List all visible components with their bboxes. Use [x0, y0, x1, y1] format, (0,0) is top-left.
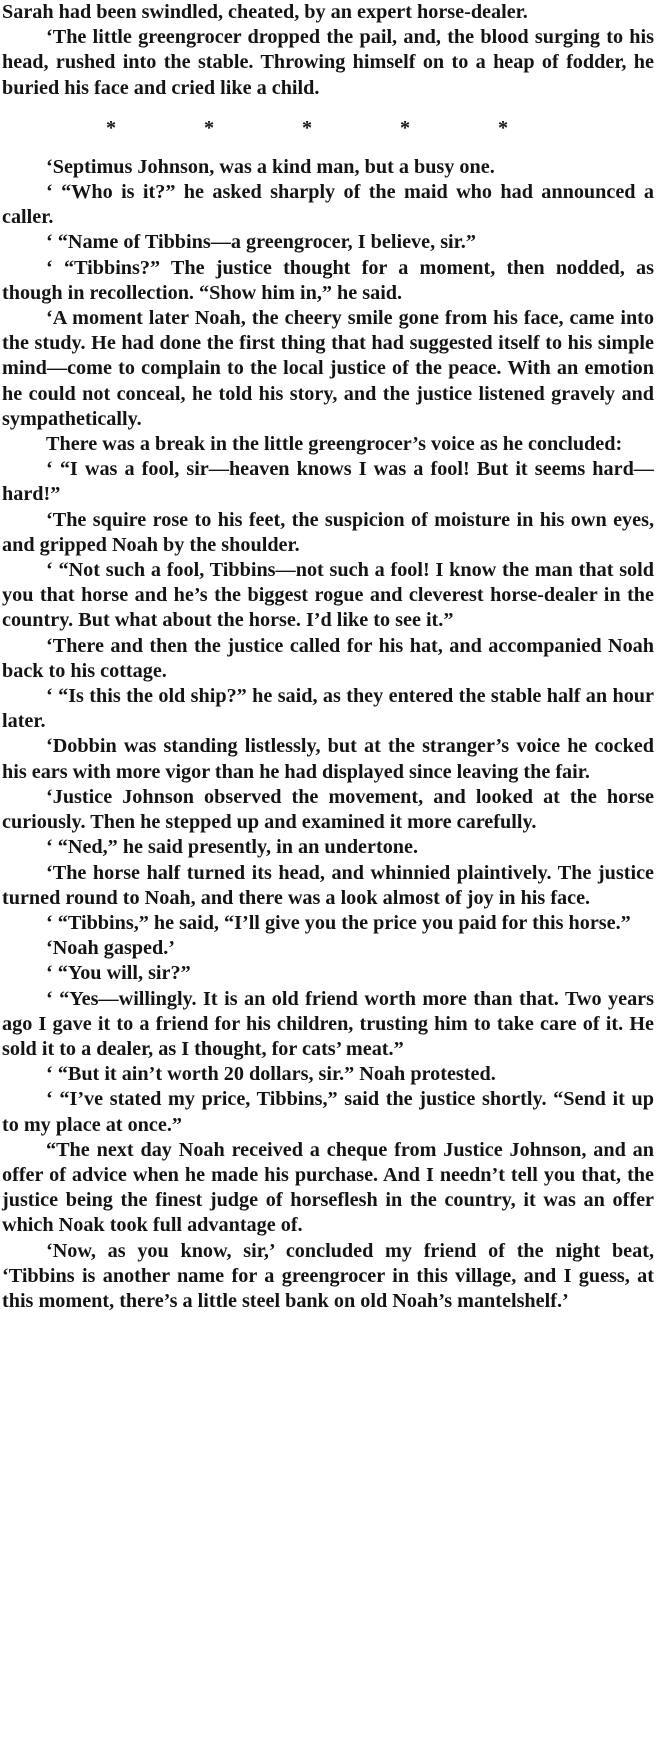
paragraph: ‘The little greengrocer dropped the pail, and, the blood surging to his head, rushed into the stable. Throwing himself on to a heap of fodder, he buried his face and cried like a child.	[2, 26, 654, 99]
paragraph: ‘ “Is this the old ship?” he said, as they entered the stable half an hour later.	[2, 685, 654, 733]
paragraph: ‘Noah gasped.’	[46, 937, 175, 960]
separator-asterisk: *	[302, 116, 313, 139]
paragraph: ‘ “But it ain’t worth 20 dollars, sir.” Noah protested.	[46, 1063, 496, 1086]
paragraph: ‘Septimus Johnson, was a kind man, but a busy one.	[46, 155, 495, 178]
paragraph: “The next day Noah received a cheque from Justice Johnson, and an offer of advice when he made his purchase. And I needn’t tell you that, the justice being the finest judge of horseflesh in the country, it was an offer which Noak took full advantage of.	[2, 1138, 654, 1237]
paragraph: ‘The squire rose to his feet, the suspicion of moisture in his own eyes, and gripped Noah by the shoulder.	[2, 508, 654, 556]
paragraph: ‘ “You will, sir?”	[46, 962, 191, 985]
paragraph: ‘There and then the justice called for his hat, and accompanied Noah back to his cottage.	[2, 634, 654, 682]
paragraph: Sarah had been swindled, cheated, by an expert horse-dealer.	[2, 1, 528, 23]
paragraph: ‘ “Name of Tibbins—a greengrocer, I believe, sir.”	[46, 231, 476, 254]
paragraph: There was a break in the little greengrocer’s voice as he concluded:	[46, 433, 623, 456]
separator-asterisk: *	[204, 116, 215, 139]
paragraph: ‘The horse half turned its head, and whinnied plaintively. The justice turned round to Noah, and there was a look almost of joy in his face.	[2, 861, 654, 909]
paragraph: ‘ “Tibbins?” The justice thought for a moment, then nodded, as though in recollection. “Show him in,” he said.	[2, 256, 654, 304]
separator-asterisk: *	[400, 116, 411, 139]
paragraph: ‘ “Yes—willingly. It is an old friend worth more than that. Two years ago I gave it to a friend for his children, trusting him to take care of it. He sold it to a dealer, as I thought, for cats’ meat.”	[2, 987, 654, 1060]
paragraph: ‘ “Who is it?” he asked sharply of the maid who had announced a caller.	[2, 181, 654, 229]
paragraph: ‘A moment later Noah, the cheery smile gone from his face, came into the study. He had done the first thing that had suggested itself to his simple mind—come to complain to the local justice of the peace. With an emotion he could not conceal, he told his story, and the justice listened gravely and sympathetically.	[2, 307, 654, 430]
section-separator	[2, 101, 654, 155]
paragraph: ‘ “Ned,” he said presently, in an undertone.	[46, 836, 419, 859]
paragraph: ‘Dobbin was standing listlessly, but at the stranger’s voice he cocked his ears with more vigor than he had displayed since leaving the fair.	[2, 735, 654, 783]
paragraph: ‘Justice Johnson observed the movement, and looked at the horse curiously. Then he stepped up and examined it more carefully.	[2, 785, 654, 834]
paragraph: ‘ “Not such a fool, Tibbins—not such a fool! I know the man that sold you that horse and he’s the biggest rogue and cleverest horse-dealer in the country. But what about the horse. I’d like to see it.”	[2, 559, 654, 632]
paragraph: ‘Now, as you know, sir,’ concluded my friend of the night beat, ‘Tibbins is another name for a greengrocer in this village, and I guess, at this moment, there’s a little steel bank on old Noah’s mantelshelf.’	[2, 1239, 654, 1312]
paragraph: ‘ “I’ve stated my price, Tibbins,” said the justice shortly. “Send it up to my place at once.”	[2, 1088, 654, 1136]
paragraph: ‘ “Tibbins,” he said, “I’ll give you the price you paid for this horse.”	[46, 911, 631, 934]
separator-asterisk: *	[106, 116, 117, 139]
separator-asterisk: *	[498, 116, 509, 139]
paragraph: ‘ “I was a fool, sir—heaven knows I was a fool! But it seems hard—hard!”	[2, 458, 654, 506]
